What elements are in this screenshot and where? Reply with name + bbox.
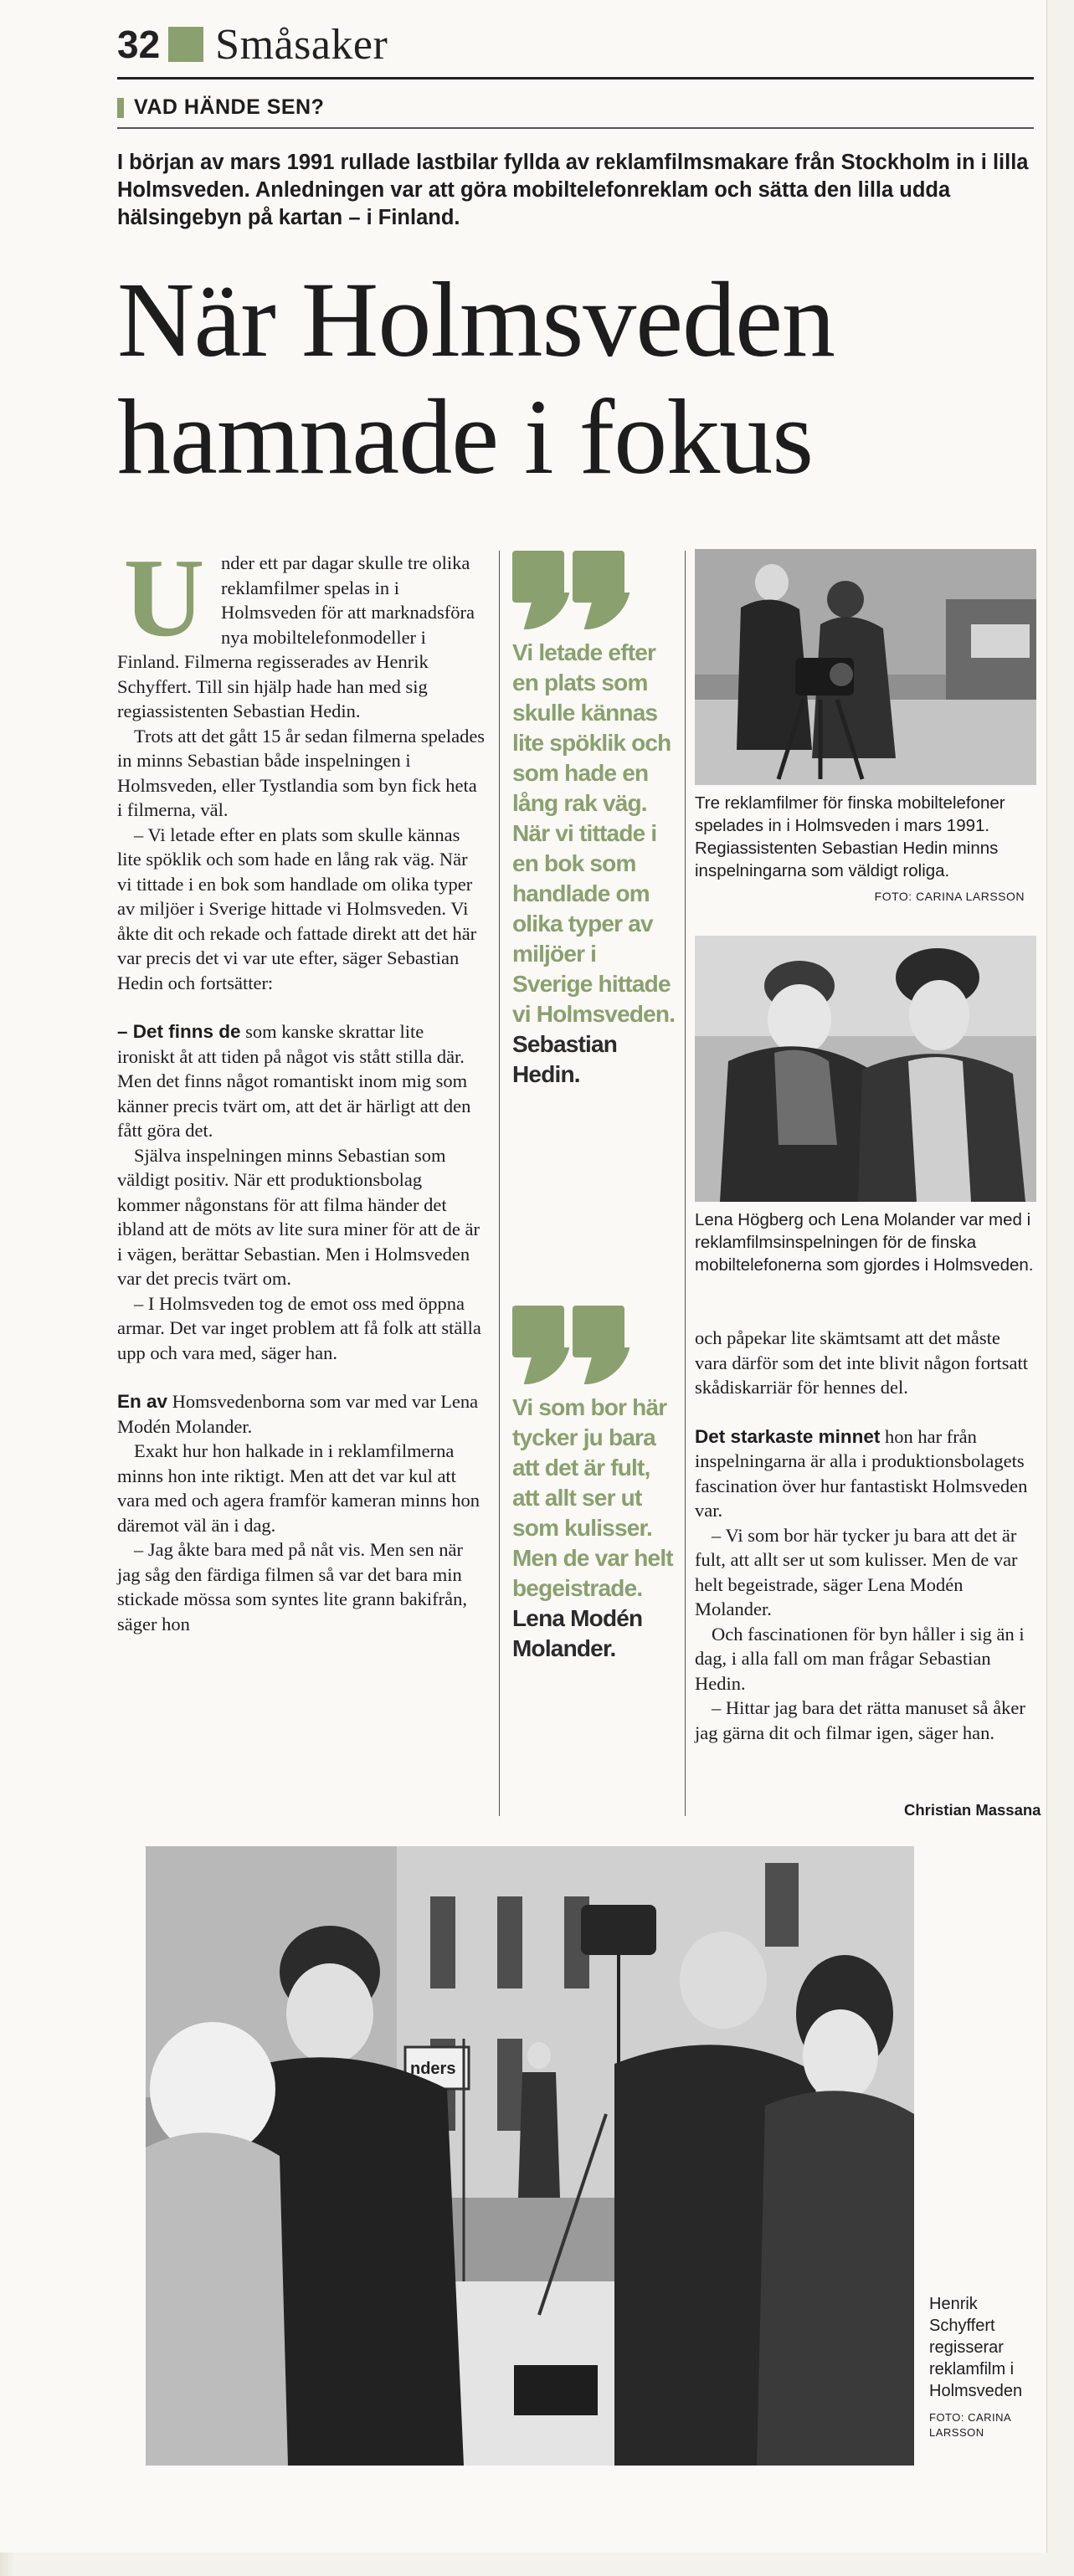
body-column-1 <box>117 536 486 1636</box>
pull-quote-1 <box>512 551 680 1090</box>
header-rule <box>117 77 1034 80</box>
kicker <box>117 95 324 120</box>
photo-caption-2 <box>695 1208 1036 1276</box>
section-title: Småsaker <box>215 20 388 69</box>
column-rule <box>685 551 686 1816</box>
page-number: 32 <box>117 23 161 66</box>
byline-signature: Christian Massana <box>904 1801 1041 1819</box>
paragraph: Exakt hur hon halkade in i reklamfilmerna minns hon inte riktigt. Men att det var kul att vara med och agera framför kameran minns hon däremot väl än i dag. <box>117 1440 480 1536</box>
drop-cap: U <box>123 536 205 659</box>
pull-quote-text: Vi letade efter en plats som skulle kännas lite spöklik och som hade en lång rak väg. När vi tittade i en bok som handlade om olika typer av miljöer i Sverige hittade vi Holmsveden. <box>512 639 676 1027</box>
photo-film-crew <box>695 549 1036 785</box>
paragraph: – Hittar jag bara det rätta manuset så åker jag gärna dit och filmar igen, säger han. <box>695 1697 1025 1743</box>
paragraph: Och fascinationen för byn håller i sig än i dag, i alla fall om man frågar Sebastian Hedin. <box>695 1623 1025 1694</box>
paragraph-lead: Det starkaste minnet <box>695 1425 881 1447</box>
paragraph: Det starkaste minnet hon har från inspelningarna är alla i produktionsbolagets fascination över hur fantastiskt Holmsveden var. <box>695 1425 1028 1521</box>
photo-credit: FOTO: CARINA LARSSON <box>874 890 1025 903</box>
pull-quote-text: Vi som bor här tycker ju bara att det är fult, att allt ser ut som kulisser. Men de var helt begeistrade. <box>512 1394 673 1601</box>
kicker-label: VAD HÄNDE SEN? <box>134 95 325 119</box>
photo-two-women <box>695 936 1036 1202</box>
paragraph: – Vi som bor här tycker ju bara att det är fult, att allt ser ut som kulisser. Men de var helt begeistrade, säger Lena Modén Molander. <box>695 1524 1018 1619</box>
paragraph: – I Holmsveden tog de emot oss med öppna armar. Det var inget problem att få folk att ställa upp och vara med, säger han. <box>117 1292 481 1363</box>
paragraph: U nder ett par dagar skulle tre olika reklamfilmer spelas in i Holmsveden för att marknadsföra nya mobiltelefonmodeller i Finland. Filmerna regisserades av Henrik Schyffert. Till sin hjälp hade han med sig regiassistenten Sebastian Hedin. <box>117 536 475 721</box>
photo-caption-3 <box>929 2293 1038 2440</box>
headline-line-1: När Holmsveden <box>117 260 835 379</box>
paragraph: – Det finns de som kanske skrattar lite ironiskt åt att tiden på något vis stått stilla där. Men det finns något romantiskt inom mig som känner precis tvärt om, att det är härligt att den fått göra det. <box>117 1021 471 1141</box>
section-square-icon <box>168 27 203 62</box>
ingress: I början av mars 1991 rullade lastbilar fyllda av reklamfilmsmakare från Stockholm in i lilla Holmsveden. Anledningen var att göra mobiltelefonreklam och sätta den lilla udda hälsingebyn på kartan – i Finland. <box>117 151 1029 229</box>
caption-text: Lena Högberg och Lena Molander var med i reklamfilmsinspelningen för de finska mobiltelefonerna som gjordes i Holmsveden. <box>695 1210 1034 1275</box>
page-header <box>117 15 1034 74</box>
paragraph: – Vi letade efter en plats som skulle kännas lite spöklik och som hade en lång rak väg. När vi tittade i en bok som handlade om olika typer av miljöer i Sverige hittade vi Holmsveden. Vi åkte dit och rekade och fattade direkt att det här var precis det vi var ute efter, säger Sebastian Hedin och fortsätter: <box>117 824 477 993</box>
kicker-rule <box>117 127 1034 129</box>
photo-caption-1 <box>695 792 1036 908</box>
column-rule <box>499 551 500 1816</box>
pull-quote-name: Lena Modén Molander. <box>512 1605 643 1661</box>
paragraph-lead: – Det finns de <box>117 1021 241 1042</box>
paragraph: Själva inspelningen minns Sebastian som väldigt positiv. När ett produktionsbolag kommer någonstans för att filma händer det ibland att de möts av lite sura miner för att de är i vägen, berättar Sebastian. Men i Holmsveden var det precis tvärt om. <box>117 1144 480 1289</box>
caption-text: Henrik Schyffert regisserar reklamfilm i Holmsveden <box>929 2295 1023 2400</box>
headline <box>117 261 1034 495</box>
background-sign-text: nders <box>410 2060 456 2078</box>
body-column-3 <box>695 1326 1036 1745</box>
headline-line-2: hamnade i fokus <box>117 377 813 496</box>
paragraph: – Jag åkte bara med på nåt vis. Men sen när jag såg den färdiga filmen så var det bara min stickade mössa som syntes lite grann bakifrån, säger hon <box>117 1539 468 1634</box>
paragraph-lead: En av <box>117 1391 168 1412</box>
paragraph: och påpekar lite skämtsamt att det måste vara därför som det inte blivit någon fortsatt skådiskarriär för hennes del. <box>695 1327 1029 1398</box>
photo-credit: FOTO: CARINA LARSSON <box>929 2411 1011 2439</box>
photo-director-on-set <box>146 1846 914 2466</box>
paragraph: En av Homsvedenborna som var med var Lena Modén Molander. <box>117 1391 479 1437</box>
kicker-bar-icon <box>117 98 124 118</box>
pull-quote-2 <box>512 1306 680 1664</box>
quote-mark-icon <box>512 551 629 638</box>
caption-text: Tre reklamfilmer för finska mobiltelefoner spelades in i Holmsveden i mars 1991. Regiassistenten Sebastian Hedin minns inspelningarna som väldigt roliga. <box>695 793 1005 880</box>
paragraph: Trots att det gått 15 år sedan filmerna spelades in minns Sebastian både inspelningen i Holmsveden, eller Tystlandia som byn fick heta i filmerna, väl. <box>117 725 486 820</box>
quote-mark-icon <box>512 1306 629 1393</box>
pull-quote-name: Sebastian Hedin. <box>512 1031 618 1087</box>
